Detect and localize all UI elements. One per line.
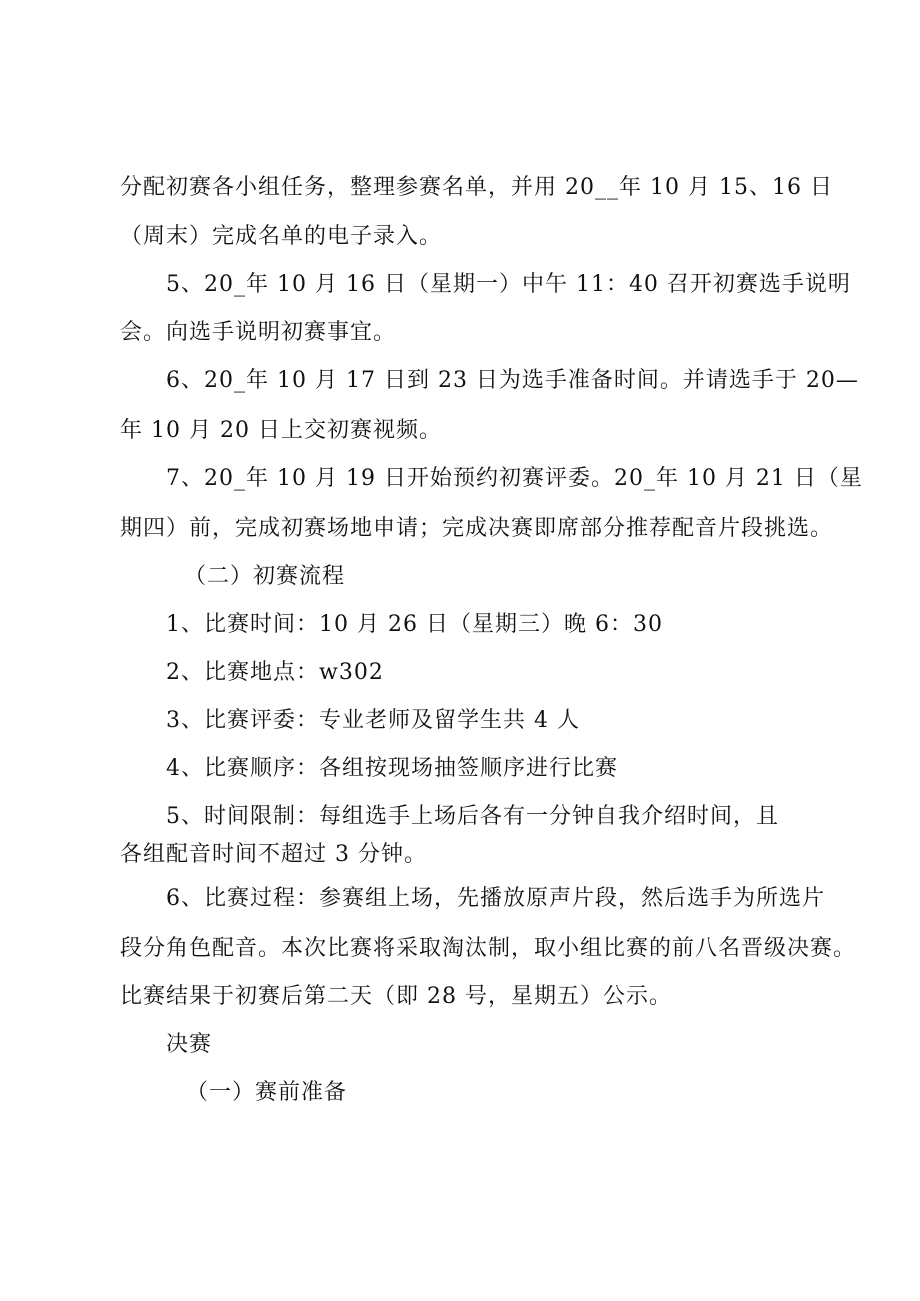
- section-heading: （一）赛前准备: [186, 1080, 348, 1105]
- paragraph-line: 期四）前，完成初赛场地申请；完成决赛即席部分推荐配音片段挑选。: [120, 516, 834, 541]
- list-item: 3、比赛评委：专业老师及留学生共 4 人: [166, 708, 580, 733]
- section-heading: 决赛: [166, 1032, 213, 1057]
- paragraph-line: 5、20_年 10 月 16 日（星期一）中午 11：40 召开初赛选手说明: [166, 272, 851, 297]
- paragraph-line: （周末）完成名单的电子录入。: [120, 224, 443, 249]
- paragraph-line: 年 10 月 20 日上交初赛视频。: [120, 418, 442, 443]
- list-item-continuation: 比赛结果于初赛后第二天（即 28 号，星期五）公示。: [120, 984, 672, 1009]
- list-item: 1、比赛时间：10 月 26 日（星期三）晚 6：30: [166, 612, 663, 637]
- list-item: 2、比赛地点：w302: [166, 660, 384, 685]
- paragraph-line: 分配初赛各小组任务，整理参赛名单，并用 20__年 10 月 15、16 日: [120, 175, 833, 200]
- list-item: 4、比赛顺序：各组按现场抽签顺序进行比赛: [166, 756, 618, 781]
- list-item-continuation: 段分角色配音。本次比赛将采取淘汰制，取小组比赛的前八名晋级决赛。: [120, 936, 857, 961]
- list-item: 6、比赛过程：参赛组上场，先播放原声片段，然后选手为所选片: [166, 886, 825, 911]
- paragraph-line: 7、20_年 10 月 19 日开始预约初赛评委。20_年 10 月 21 日（星: [166, 466, 863, 491]
- list-item-continuation: 各组配音时间不超过 3 分钟。: [120, 842, 427, 867]
- paragraph-line: 会。向选手说明初赛事宜。: [120, 320, 397, 345]
- section-heading: （二）初赛流程: [184, 564, 346, 589]
- list-item: 5、时间限制：每组选手上场后各有一分钟自我介绍时间，且: [166, 804, 779, 829]
- paragraph-line: 6、20_年 10 月 17 日到 23 日为选手准备时间。并请选手于 20—: [166, 368, 859, 393]
